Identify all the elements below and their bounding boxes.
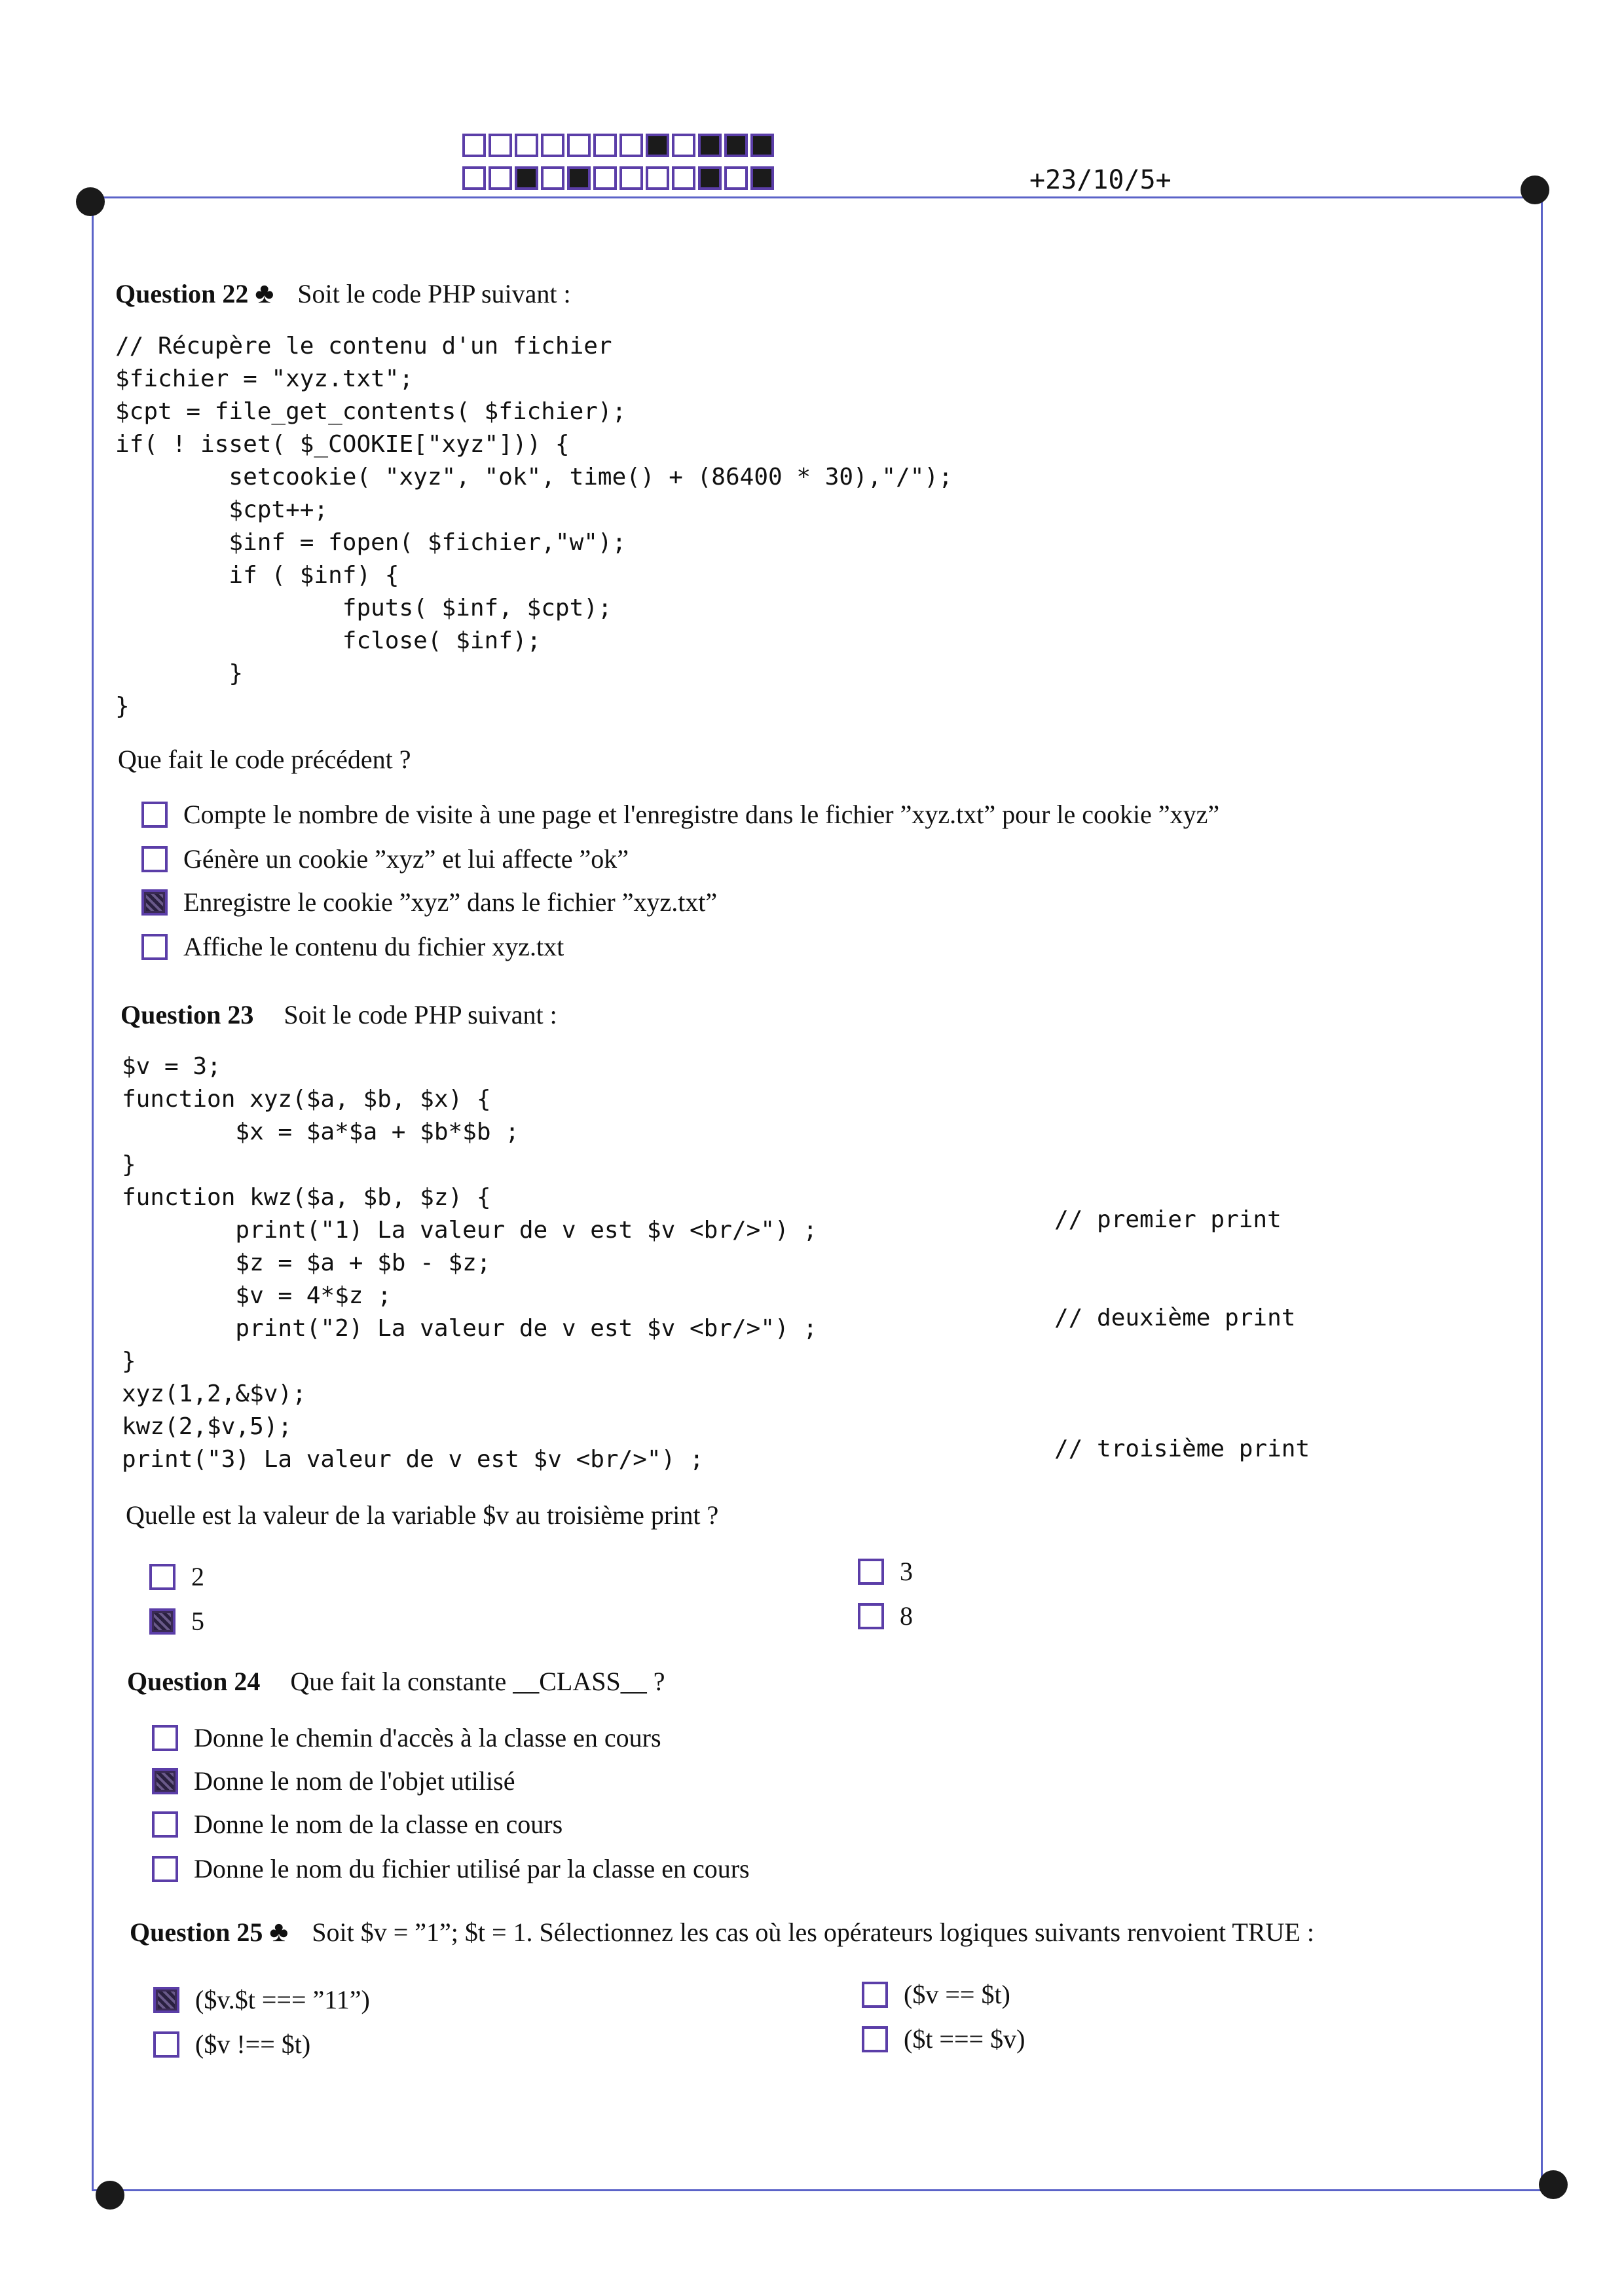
option-label: Génère un cookie ”xyz” et lui affecte ”ok” — [183, 844, 629, 874]
code-cell — [646, 134, 669, 157]
code-cell — [619, 134, 643, 157]
option-label: Donne le nom du fichier utilisé par la classe en cours — [194, 1854, 750, 1883]
code-cell — [698, 134, 722, 157]
checkbox[interactable] — [858, 1559, 884, 1585]
option-label: Affiche le contenu du fichier xyz.txt — [183, 932, 564, 961]
code-bar-top — [462, 134, 774, 157]
question-24-header — [127, 1666, 665, 1697]
q23-option-2[interactable] — [149, 1561, 204, 1592]
option-label: Enregistre le cookie ”xyz” dans le fichier ”xyz.txt” — [183, 887, 718, 917]
option-label: 3 — [900, 1557, 913, 1586]
option-label: Donne le chemin d'accès à la classe en cours — [194, 1723, 661, 1752]
code-cell — [750, 166, 774, 190]
code-cell — [646, 166, 669, 190]
checkbox[interactable] — [862, 2026, 888, 2052]
code-cell — [515, 166, 538, 190]
option-label: Donne le nom de l'objet utilisé — [194, 1766, 515, 1796]
checkbox[interactable] — [149, 1608, 175, 1635]
option-label: ($v !== $t) — [195, 2029, 311, 2059]
checkbox[interactable] — [141, 889, 168, 916]
code-cell — [724, 166, 748, 190]
checkbox[interactable] — [152, 1725, 178, 1751]
question-intro: Soit le code PHP suivant : — [284, 1000, 557, 1029]
question-number: Question 23 — [120, 1000, 254, 1029]
option-label: ($v.$t === ”11”) — [195, 1985, 370, 2014]
option-label: ($v == $t) — [904, 1980, 1010, 2009]
code-cell — [567, 166, 591, 190]
question-23-header — [120, 999, 557, 1030]
checkbox[interactable] — [149, 1564, 175, 1590]
corner-marker-icon — [1521, 176, 1549, 204]
checkbox[interactable] — [153, 1987, 179, 2013]
q22-prompt: Que fait le code précédent ? — [118, 745, 411, 774]
q23-code-block: $v = 3; function xyz($a, $b, $x) { $x = $a*$a + $b*$b ; } function kwz($a, $b, $z) { print("1) La valeur de v est $v <br/>") ; $z = $a + $b - $z; $v = 4*$z ; print("2) La valeur de v est $v <br/>") ; } xyz(1,2,&$v); kwz(2,$v,5); print("3) La valeur de v est $v <br/>") ; — [122, 1053, 818, 1473]
code-cell — [672, 134, 695, 157]
corner-marker-icon — [76, 187, 105, 216]
code-cell — [541, 134, 564, 157]
code-cell — [541, 166, 564, 190]
q23-comment-2: // deuxième print — [1054, 1305, 1296, 1331]
club-icon: ♣ — [269, 1916, 289, 1948]
option-label: Compte le nombre de visite à une page et l'enregistre dans le fichier ”xyz.txt” pour le cookie ”xyz” — [183, 800, 1220, 829]
checkbox[interactable] — [141, 802, 168, 828]
option-label: 2 — [191, 1562, 204, 1591]
q23-option-5[interactable] — [149, 1606, 204, 1637]
question-number: Question 25 — [130, 1917, 263, 1947]
q25-option-2[interactable] — [153, 2029, 310, 2060]
question-number: Question 22 — [115, 279, 249, 308]
q22-option-2[interactable] — [141, 843, 629, 874]
code-cell — [489, 166, 512, 190]
q25-option-4[interactable] — [862, 2024, 1025, 2054]
code-cell — [567, 134, 591, 157]
code-bar-bottom — [462, 166, 774, 190]
checkbox[interactable] — [858, 1603, 884, 1629]
checkbox[interactable] — [141, 846, 168, 872]
club-icon: ♣ — [255, 277, 274, 309]
option-label: 8 — [900, 1601, 913, 1631]
q25-option-1[interactable] — [153, 1984, 370, 2015]
question-intro: Soit le code PHP suivant : — [297, 279, 571, 308]
q24-option-4[interactable] — [152, 1853, 750, 1884]
corner-marker-icon — [1539, 2170, 1568, 2199]
checkbox[interactable] — [152, 1856, 178, 1882]
question-22-header — [115, 276, 571, 310]
checkbox[interactable] — [862, 1982, 888, 2008]
q23-option-3[interactable] — [858, 1556, 913, 1587]
q23-option-8[interactable] — [858, 1601, 913, 1631]
code-cell — [593, 166, 617, 190]
checkbox[interactable] — [152, 1768, 178, 1794]
q23-prompt: Quelle est la valeur de la variable $v au troisième print ? — [126, 1500, 719, 1530]
code-cell — [672, 166, 695, 190]
q25-option-3[interactable] — [862, 1979, 1010, 2010]
code-cell — [489, 134, 512, 157]
code-cell — [750, 134, 774, 157]
question-number: Question 24 — [127, 1667, 261, 1696]
checkbox[interactable] — [152, 1811, 178, 1838]
question-intro: Soit $v = ”1”; $t = 1. Sélectionnez les cas où les opérateurs logiques suivants renvoient TRUE : — [312, 1917, 1314, 1947]
question-intro: Que fait la constante __CLASS__ ? — [290, 1667, 665, 1696]
copy-id: +23/10/5+ — [1029, 165, 1172, 195]
checkbox[interactable] — [141, 934, 168, 960]
q24-option-2[interactable] — [152, 1766, 515, 1796]
corner-marker-icon — [96, 2181, 124, 2210]
q22-option-3[interactable] — [141, 887, 717, 917]
q22-code-block: // Récupère le contenu d'un fichier $fichier = "xyz.txt"; $cpt = file_get_contents( $fichier); if( ! isset( $_COOKIE["xyz"])) { setcookie( "xyz", "ok", time() + (86400 * 30),"/"); $cpt++; $inf = fopen( $fichier,"w"); if ( $inf) { fputs( $inf, $cpt); fclose( $inf); } } — [115, 333, 953, 720]
option-label: Donne le nom de la classe en cours — [194, 1809, 563, 1839]
q22-option-4[interactable] — [141, 931, 564, 962]
q24-option-1[interactable] — [152, 1722, 661, 1753]
code-cell — [462, 166, 486, 190]
code-cell — [593, 134, 617, 157]
checkbox[interactable] — [153, 2031, 179, 2058]
option-label: 5 — [191, 1606, 204, 1636]
code-cell — [515, 134, 538, 157]
q24-option-3[interactable] — [152, 1809, 563, 1840]
code-cell — [619, 166, 643, 190]
q22-option-1[interactable] — [141, 799, 1219, 830]
q23-comment-3: // troisième print — [1054, 1435, 1310, 1462]
question-25-header — [130, 1915, 1314, 1948]
code-cell — [462, 134, 486, 157]
code-cell — [698, 166, 722, 190]
code-cell — [724, 134, 748, 157]
option-label: ($t === $v) — [904, 2024, 1025, 2054]
q23-comment-1: // premier print — [1054, 1206, 1282, 1233]
